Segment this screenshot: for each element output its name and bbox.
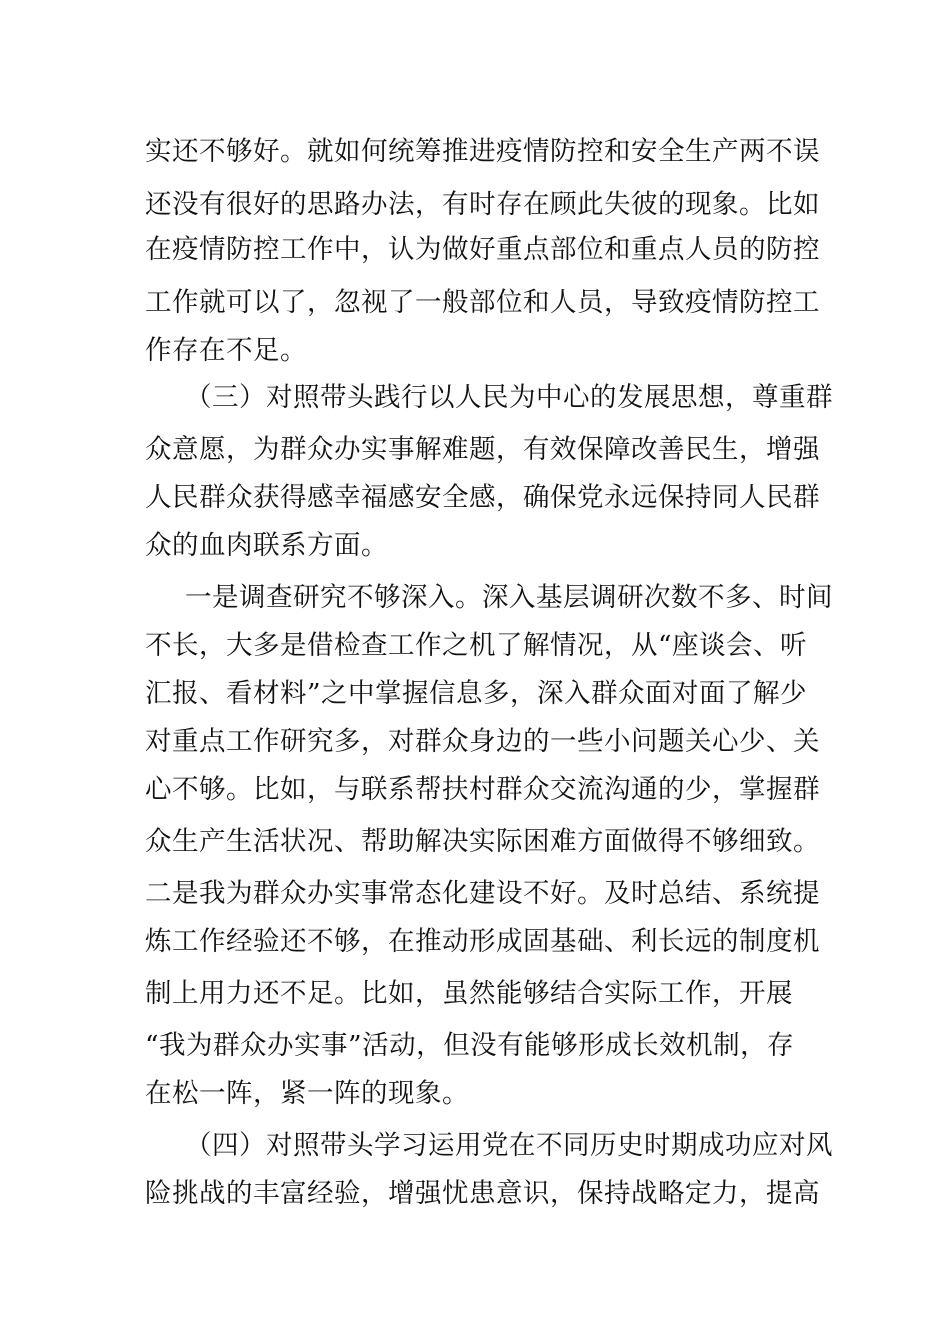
text-line: 工作就可以了，忽视了一般部位和人员，导致疫情防控工 [145, 287, 820, 318]
text-line: 在疫情防控工作中，认为做好重点部位和重点人员的防控 [145, 234, 820, 265]
text-line: “我为群众办实事”活动，但没有能够形成长效机制，存 [145, 1030, 795, 1061]
paragraph-start: 一是调查研究不够深入。深入基层调研次数不多、时间 [185, 582, 833, 613]
text-line: 汇报、看材料”之中掌握信息多，深入群众面对面了解少 [145, 678, 808, 709]
text-line: 还没有很好的思路办法，有时存在顾此失彼的现象。比如 [145, 189, 820, 220]
text-line: 心不够。比如，与联系帮扶村群众交流沟通的少，掌握群 [145, 774, 820, 805]
text-line: 作存在不足。 [145, 335, 307, 366]
text-line: 实还不够好。就如何统筹推进疫情防控和安全生产两不误 [145, 136, 820, 167]
text-line: 众意愿，为群众办实事解难题，有效保障改善民生，增强 [145, 434, 820, 465]
section-heading-4: （四）对照带头学习运用党在不同历史时期成功应对风 [185, 1130, 833, 1161]
text-line: 二是我为群众办实事常态化建设不好。及时总结、系统提 [145, 878, 820, 909]
text-line: 人民群众获得感幸福感安全感，确保党永远保持同人民群 [145, 482, 820, 513]
text-line: 在松一阵，紧一阵的现象。 [145, 1078, 469, 1109]
text-line: 制上用力还不足。比如，虽然能够结合实际工作，开展 [145, 978, 793, 1009]
text-line: 对重点工作研究多，对群众身边的一些小问题关心少、关 [145, 726, 820, 757]
section-heading-3: （三）对照带头践行以人民为中心的发展思想，尊重群 [185, 382, 833, 413]
text-line: 众的血肉联系方面。 [145, 530, 388, 561]
text-line: 炼工作经验还不够，在推动形成固基础、利长远的制度机 [145, 926, 820, 957]
text-line: 险挑战的丰富经验，增强忧患意识，保持战略定力，提高 [145, 1178, 820, 1209]
text-line: 众生产生活状况、帮助解决实际困难方面做得不够细致。 [145, 826, 820, 857]
text-line: 不长，大多是借检查工作之机了解情况，从“座谈会、听 [145, 630, 808, 661]
